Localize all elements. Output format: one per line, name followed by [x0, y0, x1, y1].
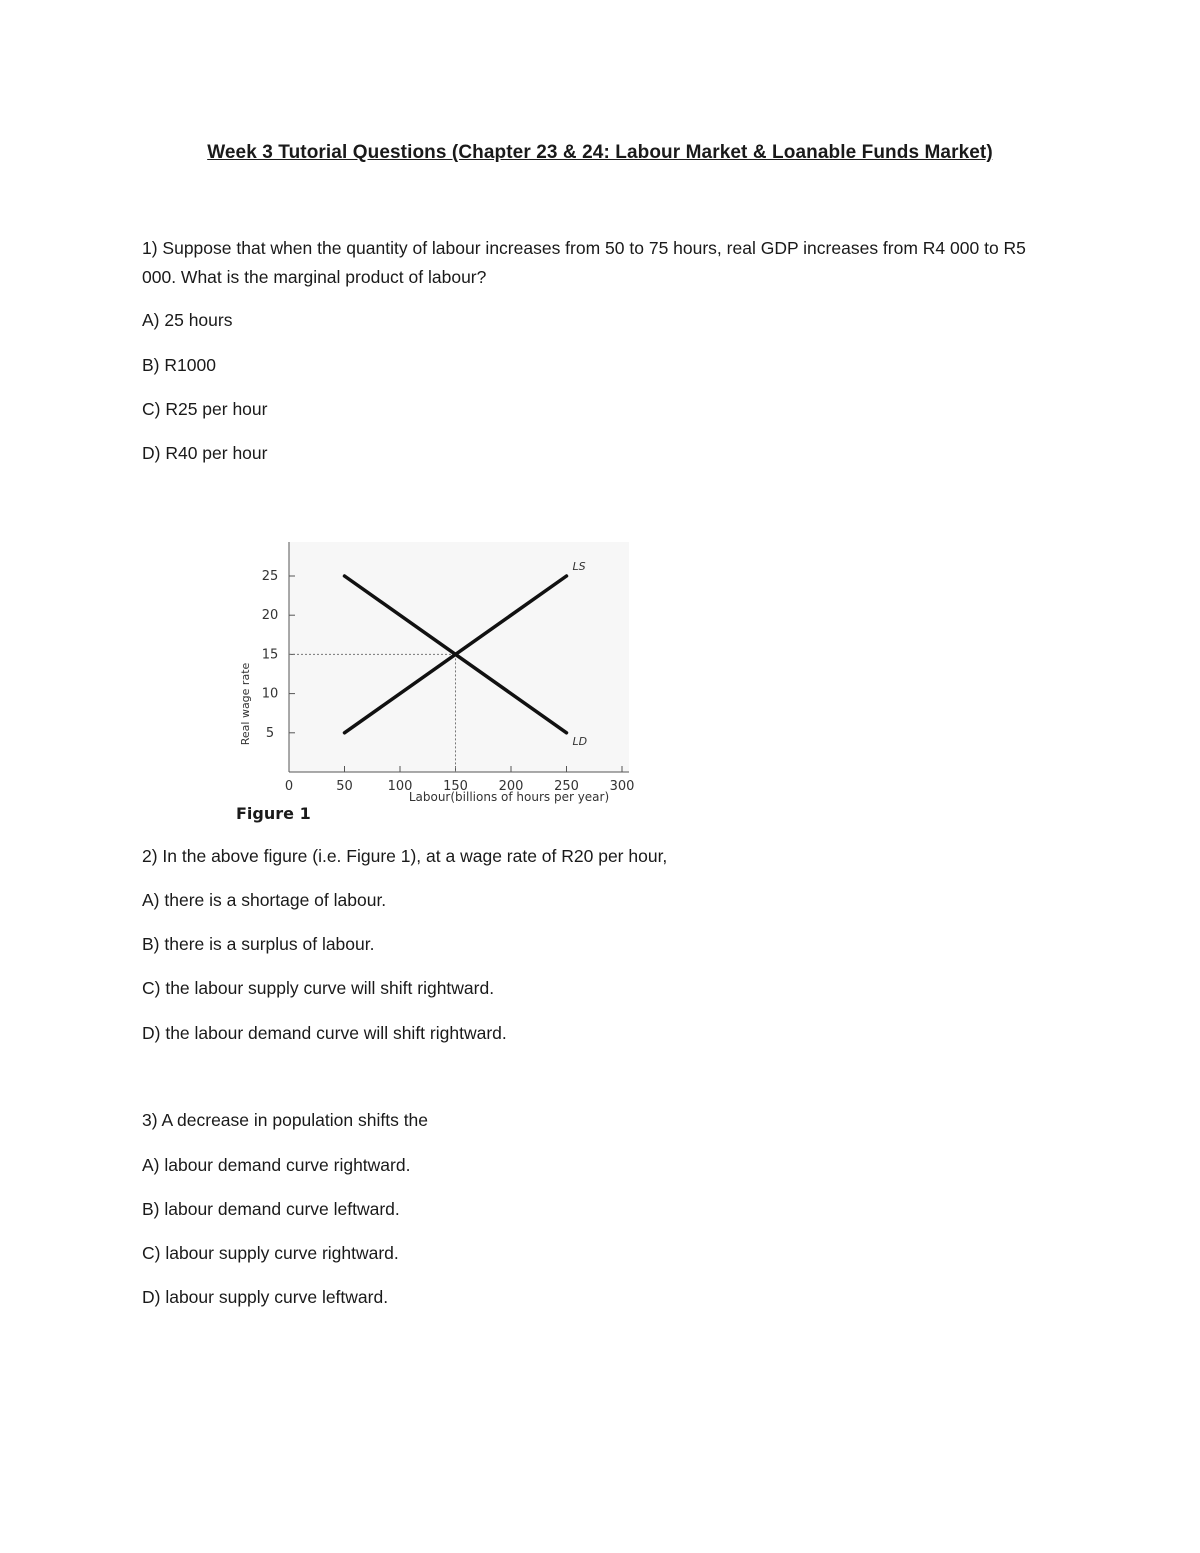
- ls-curve-label: LS: [572, 560, 586, 573]
- y-tick-label: 15: [261, 647, 279, 663]
- question-2-option-b: B) there is a surplus of labour.: [142, 934, 375, 954]
- y-tick-label: 25: [261, 569, 279, 584]
- x-tick-label: 50: [336, 779, 353, 794]
- x-tick-label: 300: [609, 779, 635, 794]
- question-1-option-c: C) R25 per hour: [142, 399, 268, 419]
- question-3-option-a: A) labour demand curve rightward.: [142, 1155, 411, 1175]
- question-1-option-a: A) 25 hours: [142, 310, 233, 330]
- x-tick-label: 0: [284, 779, 294, 794]
- question-3-option-b: B) labour demand curve leftward.: [142, 1199, 400, 1219]
- question-1-option-d: D) R40 per hour: [142, 443, 268, 463]
- question-3-option-d: D) labour supply curve leftward.: [142, 1287, 389, 1307]
- x-tick-label: 150: [443, 779, 468, 794]
- question-2-option-a: A) there is a shortage of labour.: [142, 890, 387, 910]
- ld-curve-label: LD: [572, 734, 588, 748]
- labour-market-chart: [225, 538, 645, 828]
- question-1-text: 1) Suppose that when the quantity of labour increases from 50 to 75 hours, real GDP increases from R4 000 to R5 000. What is the marginal product of labour?: [142, 238, 1026, 287]
- x-axis-label: Labour(billions of hours per year): [408, 790, 610, 804]
- y-tick-label: 10: [261, 686, 279, 702]
- figure-label: Figure 1: [236, 804, 311, 823]
- x-tick-label: 250: [554, 779, 579, 794]
- question-3-option-c: C) labour supply curve rightward.: [142, 1243, 399, 1263]
- page-title: Week 3 Tutorial Questions (Chapter 23 & 24: Labour Market & Loanable Funds Market): [207, 142, 993, 163]
- question-2-text: 2) In the above figure (i.e. Figure 1), at a wage rate of R20 per hour,: [142, 846, 668, 866]
- question-3-text: 3) A decrease in population shifts the: [142, 1110, 429, 1130]
- y-tick-label: 20: [261, 608, 279, 624]
- y-tick-label: 5: [265, 725, 275, 741]
- question-1-option-b: B) R1000: [142, 355, 216, 375]
- y-axis-label: Real wage rate: [239, 662, 252, 746]
- x-tick-label: 100: [387, 779, 413, 794]
- question-2-option-c: C) the labour supply curve will shift rightward.: [142, 978, 495, 998]
- x-tick-label: 200: [498, 779, 524, 794]
- question-2-option-d: D) the labour demand curve will shift rightward.: [142, 1023, 507, 1043]
- chart-svg: [225, 538, 645, 818]
